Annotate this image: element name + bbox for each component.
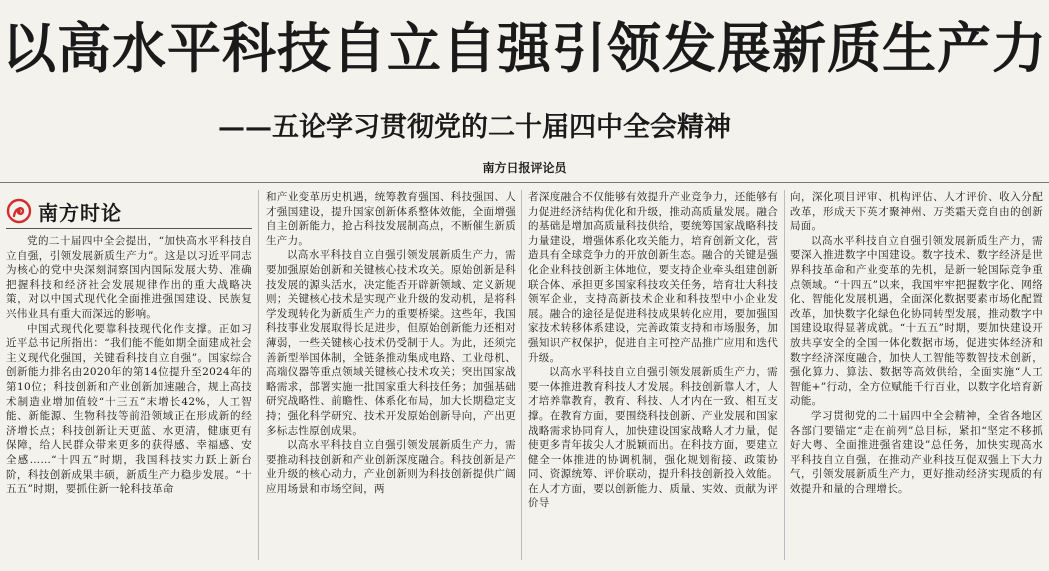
column-tag [6, 196, 252, 226]
paragraph: 中国式现代化要靠科技现代化作支撑。正如习近平总书记所指出：“我们能不能如期全面建成社会主义现代化强国，关键看科技自立自强”。国家综合创新能力排名由2020年的第14位提升至2024年的第10位；科技创新和产业创新加速融合，规上高技术制造业增加值较“十三五”末增长42%，人工智能、新能源、生物科技等前沿领域正在形成新的经济增长点；科技创新让天更蓝、水更清，健康更有保障，给人民群众带来更多的获得感、幸福感、安全感……“十四五”时期，我国科技实力跃上新台阶，科技创新成果丰硕，新质生产力稳步发展。“十五五”时期，要抓住新一轮科技革命 [6, 322, 252, 496]
article-column-3 [528, 190, 778, 565]
article-column-4 [790, 190, 1043, 565]
paragraph: 者深度融合不仅能够有效提升产业竞争力，还能够有力促进经济结构优化和升级，推动高质量发展。融合的基础是增加高质量科技供给，要统筹国家战略科技力量建设，增强体系化攻关能力，培育创新文化，营造具有全球竞争力的开放创新生态。融合的关键是强化企业科技创新主体地位，要支持企业牵头组建创新联合体、承担更多国家科技攻关任务，培育壮大科技领军企业，支持高新技术企业和科技型中小企业发展。融合的途径是促进科技成果转化应用，要加强国家技术转移体系建设，完善政策支持和市场服务，加强知识产权保护，促进自主可控产品推广应用和迭代升级。 [528, 191, 778, 364]
byline: 南方日报评论员 [482, 161, 567, 175]
headline: 以高水平科技自立自强引领发展新质生产力 [2, 17, 1047, 80]
article-column-2 [266, 190, 516, 565]
subheadline: ——五论学习贯彻党的二十届四中全会精神 [218, 112, 731, 143]
paragraph: 以高水平科技自立自强引领发展新质生产力，需要深入推进数字中国建设。数字技术、数字经济是世界科技革命和产业变革的先机，是新一轮国际竞争重点领域。“十四五”以来，我国牢牢把握数字化、网络化、智能化发展机遇，全面深化数据要素市场化配置改革，加快数字化绿色化协同转型发展，推动数字中国建设取得显著成就。“十五五”时期，要加快建设开放共享安全的全国一体化数据市场，促进实体经济和数字经济深度融合，加快人工智能等数智技术创新，强化算力、算法、数据等高效供给，全面实施“人工智能+”行动，全方位赋能千行百业，以数字化培育新动能。 [790, 234, 1043, 408]
paragraph: 学习贯彻党的二十届四中全会精神，全省各地区各部门要锚定“走在前列”总目标，紧扣“坚定不移抓好大粤、全面推进强省建设”总任务，加快实现高水平科技自立自强，在推动产业科技互促双强上下大力气，引领发展新质生产力，更好推动经济实现质的有效提升和量的合理增长。 [790, 409, 1043, 495]
paragraph: 和产业变革历史机遇，统筹教育强国、科技强国、人才强国建设，提升国家创新体系整体效能，全面增强自主创新能力，抢占科技发展制高点，不断催生新质生产力。 [266, 191, 516, 247]
column-divider [521, 190, 522, 560]
paragraph: 以高水平科技自立自强引领发展新质生产力，需要一体推进教育科技人才发展。科技创新靠人才，人才培养靠教育，教育、科技、人才内在一致、相互支撑。在教育方面，要围绕科技创新、产业发展和国家战略需求协同育人，加快建设国家战略人才力量，促使更多青年拔尖人才脱颖而出。在科技方面，要建立健全一体推进的协调机制，强化规划衔接、政策协同、资源统筹、评价联动，提升科技创新投入效能。在人才方面，要以创新能力、质量、实效、贡献为评价导 [528, 366, 778, 510]
paragraph: 以高水平科技自立自强引领发展新质生产力，需要加强原始创新和关键核心技术攻关。原始创新是科技发展的源头活水，决定能否开辟新领域、定义新规则；关键核心技术是实现产业升级的发动机，是将科学发现转化为新质生产力的重要桥梁。这些年，我国科技事业发展取得长足进步，但原始创新能力还相对薄弱，一些关键核心技术仍受制于人。为此，还须完善新型举国体制，全链条推动集成电路、工业母机、高端仪器等重点领域关键核心技术攻关；突出国家战略需求，部署实施一批国家重大科技任务；加强基础研究战略性、前瞻性、体系化布局，加大长期稳定支持；强化科学研究、技术开发原始创新导向，产出更多标志性原创成果。 [266, 249, 516, 437]
column-tag-rule [6, 228, 252, 229]
column-tag-title: 南方时论 [38, 200, 122, 225]
paragraph: 党的二十届四中全会提出，“加快高水平科技自立自强，引领发展新质生产力”。这是以习近平同志为核心的党中央深刻洞察国内国际发展大势、准确把握科技和经济社会发展规律作出的重大战略决策，对以中国式现代化全面推进强国建设、民族复兴伟业具有重大而深远的影响。 [6, 235, 252, 320]
header-rule [0, 182, 1049, 183]
article-column-1 [6, 234, 252, 565]
column-divider [784, 190, 785, 560]
paragraph: 向，深化项目评审、机构评估、人才评价、收入分配改革，形成天下英才聚神州、万类霜天竞自由的创新局面。 [790, 191, 1043, 233]
column-divider [258, 190, 259, 560]
paragraph: 以高水平科技自立自强引领发展新质生产力，需要推动科技创新和产业创新深度融合。科技创新是产业升级的核心动力，产业创新则为科技创新提供广阔应用场景和市场空间，两 [266, 439, 516, 495]
nanfang-logo-icon [6, 198, 32, 224]
